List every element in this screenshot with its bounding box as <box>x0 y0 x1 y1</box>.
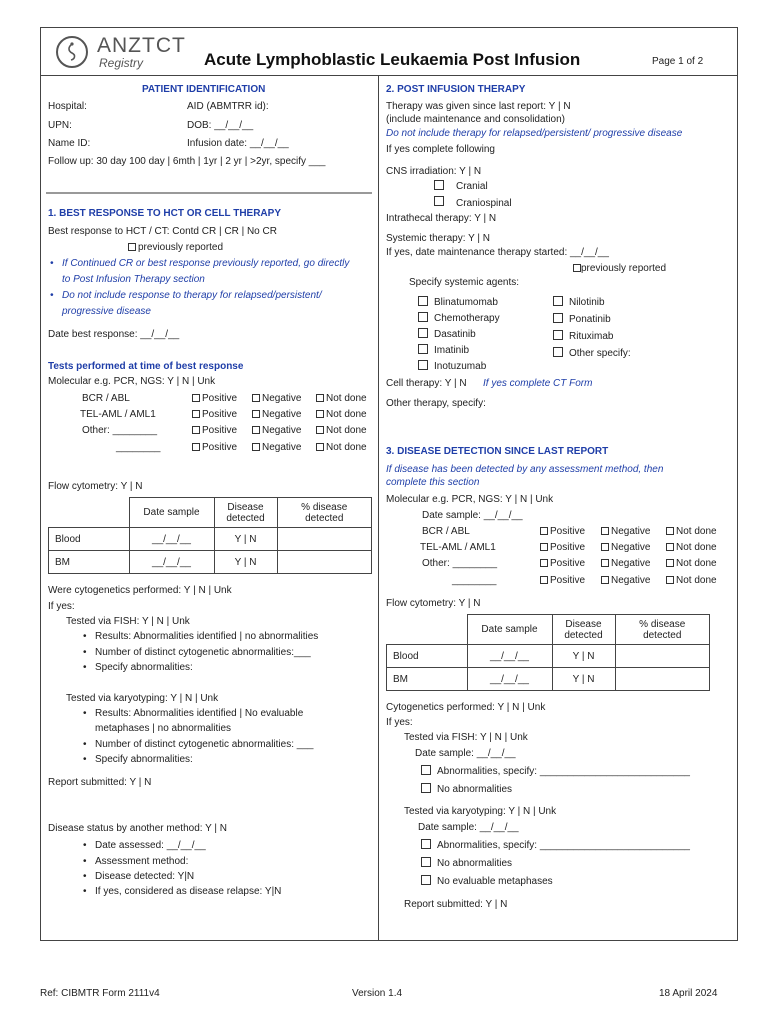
if-yes-complete: If yes complete following <box>386 144 495 155</box>
row-other: Other: ________ <box>82 425 158 436</box>
s3-if-yes: If yes: <box>386 717 413 728</box>
page-number: Page 1 of 2 <box>652 56 704 67</box>
other-method-label: Disease status by another method: Y | N <box>48 823 227 834</box>
ct-form-note: If yes complete CT Form <box>483 378 593 389</box>
s3-karyo-label: Tested via karyotyping: Y | N | Unk <box>404 806 557 817</box>
logo-main-text: ANZTCT <box>97 34 186 57</box>
table-row: BM __/__/__ Y | N <box>387 668 710 691</box>
other-therapy-label: Other therapy, specify: <box>386 398 486 409</box>
s3-row-bcr-abl: BCR / ABL <box>422 526 470 537</box>
date-assessed: • Date assessed: __/__/__ <box>95 840 206 851</box>
checkbox-icon[interactable] <box>553 296 563 306</box>
s3-fish-none: No abnormalities <box>437 784 513 795</box>
agent-dasatinib: Dasatinib <box>434 329 476 340</box>
s3-row-blank: ________ <box>452 575 497 586</box>
upn-label: UPN: <box>48 120 72 131</box>
checkbox-icon[interactable] <box>128 243 136 251</box>
note-exclude-2: progressive disease <box>62 306 151 317</box>
karyo-results: • Results: Abnormalities identified | No evaluable <box>95 708 303 719</box>
table-row: BM __/__/__ Y | N <box>49 551 372 574</box>
best-response-label: Best response to HCT / CT: Contd CR | CR | No CR <box>48 226 277 237</box>
molecular-label: Molecular e.g. PCR, NGS: Y | N | Unk <box>48 376 216 387</box>
col-percent-detected: % disease detected <box>277 498 372 528</box>
positive-option[interactable]: Positive <box>192 425 237 437</box>
s3-report-submitted: Report submitted: Y | N <box>404 899 508 910</box>
checkbox-icon[interactable] <box>418 328 428 338</box>
positive-option[interactable]: Positive <box>540 558 585 570</box>
logo-sub-text: Registry <box>99 56 144 70</box>
table-row: Blood __/__/__ Y | N <box>49 528 372 551</box>
agent-nilotinib: Nilotinib <box>569 297 605 308</box>
karyo-number: • Number of distinct cytogenetic abnormalities: ___ <box>95 739 313 750</box>
checkbox-icon[interactable] <box>418 296 428 306</box>
checkbox-icon[interactable] <box>553 330 563 340</box>
agent-inotuzumab: Inotuzumab <box>434 361 487 372</box>
s3-flow-table: Date sample Disease detected % disease detected Blood __/__/__ Y | N BM __/__/__ Y | N <box>386 614 710 691</box>
s3-row-tel-aml: TEL-AML / AML1 <box>420 542 496 553</box>
s3-note-2: complete this section <box>386 477 480 488</box>
cell-therapy-label: Cell therapy: Y | N <box>386 378 467 389</box>
karyo-specify: • Specify abnormalities: <box>95 754 193 765</box>
not-done-option[interactable]: Not done <box>666 558 717 570</box>
s3-flow-label: Flow cytometry: Y | N <box>386 598 481 609</box>
page-title: Acute Lymphoblastic Leukaemia Post Infusion <box>204 50 581 69</box>
include-note: (include maintenance and consolidation) <box>386 114 566 125</box>
negative-option[interactable]: Negative <box>252 425 301 437</box>
section2-heading: 2. POST INFUSION THERAPY <box>386 84 526 95</box>
specify-agents-label: Specify systemic agents: <box>409 277 520 288</box>
agent-blinatumomab: Blinatumomab <box>434 297 498 308</box>
karyo-results-2: metaphases | no abnormalities <box>95 723 232 734</box>
checkbox-icon[interactable] <box>421 839 431 849</box>
s3-cyto-label: Cytogenetics performed: Y | N | Unk <box>386 702 546 713</box>
checkbox-icon[interactable] <box>421 783 431 793</box>
section3-heading: 3. DISEASE DETECTION SINCE LAST REPORT <box>386 446 609 457</box>
negative-option[interactable]: Negative <box>252 409 301 421</box>
cyto-label: Were cytogenetics performed: Y | N | Unk <box>48 585 232 596</box>
fish-specify: • Specify abnormalities: <box>95 662 193 673</box>
report-submitted: Report submitted: Y | N <box>48 777 152 788</box>
checkbox-icon[interactable] <box>421 875 431 885</box>
not-done-option[interactable]: Not done <box>666 575 717 587</box>
row-bcr-abl: BCR / ABL <box>82 393 130 404</box>
not-done-option[interactable]: Not done <box>316 393 367 405</box>
s3-fish-date: Date sample: __/__/__ <box>415 748 516 759</box>
tests-heading: Tests performed at time of best response <box>48 361 244 372</box>
s3-molecular: Molecular e.g. PCR, NGS: Y | N | Unk <box>386 494 554 505</box>
intrathecal-label: Intrathecal therapy: Y | N <box>386 213 497 224</box>
s3-karyo-abn: Abnormalities, specify: ___________________________ <box>437 840 690 851</box>
footer-date: 18 April 2024 <box>659 988 718 999</box>
fish-number: • Number of distinct cytogenetic abnormalities:___ <box>95 647 311 658</box>
positive-option[interactable]: Positive <box>540 575 585 587</box>
s3-fish-abn: Abnormalities, specify: ___________________________ <box>437 766 690 777</box>
s3-date-sample: Date sample: __/__/__ <box>422 510 523 521</box>
s3-karyo-noeval: No evaluable metaphases <box>437 876 553 887</box>
agent-imatinib: Imatinib <box>434 345 470 356</box>
not-done-option[interactable]: Not done <box>316 409 367 421</box>
craniospinal-label: Craniospinal <box>456 198 512 209</box>
checkbox-icon[interactable] <box>418 344 428 354</box>
assessment-method: • Assessment method: <box>95 856 188 867</box>
negative-option[interactable]: Negative <box>601 526 650 538</box>
note-continued-cr: • If Continued CR or best response previously reported, go directly <box>62 258 349 269</box>
not-done-option[interactable]: Not done <box>316 442 367 454</box>
note-continued-cr-2: to Post Infusion Therapy section <box>62 274 205 285</box>
maint-date-label: If yes, date maintenance therapy started: __/__/__ <box>386 247 609 258</box>
fish-results: • Results: Abnormalities identified | no abnormalities <box>95 631 318 642</box>
negative-option[interactable]: Negative <box>252 442 301 454</box>
hospital-label: Hospital: <box>48 101 87 112</box>
karyo-label: Tested via karyotyping: Y | N | Unk <box>66 693 219 704</box>
dob-label: DOB: __/__/__ <box>187 120 254 131</box>
checkbox-icon[interactable] <box>553 313 563 323</box>
column-divider <box>378 75 379 941</box>
flow-label: Flow cytometry: Y | N <box>48 481 143 492</box>
col-date-sample: Date sample <box>129 498 214 528</box>
s3-note: If disease has been detected by any assessment method, then <box>386 464 664 475</box>
table-row: Blood __/__/__ Y | N <box>387 645 710 668</box>
note-exclude: • Do not include response to therapy for relapsed/persistent/ <box>62 290 322 301</box>
section-divider <box>46 192 372 194</box>
positive-option[interactable]: Positive <box>540 526 585 538</box>
previously-reported-option[interactable]: previously reported <box>128 242 223 254</box>
agent-ponatinib: Ponatinib <box>569 314 611 325</box>
not-done-option[interactable]: Not done <box>316 425 367 437</box>
s3-karyo-none: No abnormalities <box>437 858 513 869</box>
s3-karyo-date: Date sample: __/__/__ <box>418 822 519 833</box>
checkbox-icon[interactable] <box>553 347 563 357</box>
therapy-given: Therapy was given since last report: Y | N <box>386 101 571 112</box>
patient-heading: PATIENT IDENTIFICATION <box>142 84 266 95</box>
cns-label: CNS irradiation: Y | N <box>386 166 482 177</box>
agent-rituximab: Rituximab <box>569 331 614 342</box>
col-disease-detected: Disease detected <box>214 498 277 528</box>
positive-option[interactable]: Positive <box>192 442 237 454</box>
follow-up-label: Follow up: 30 day 100 day | 6mth | 1yr | 2 yr | >2yr, specify ___ <box>48 156 326 167</box>
anztct-logo-icon <box>56 36 88 68</box>
footer-version: Version 1.4 <box>352 988 403 999</box>
cranial-label: Cranial <box>456 181 488 192</box>
flow-table <box>48 497 372 574</box>
positive-option[interactable]: Positive <box>192 393 237 405</box>
not-done-option[interactable]: Not done <box>666 526 717 538</box>
agent-chemotherapy: Chemotherapy <box>434 313 500 324</box>
s3-fish-label: Tested via FISH: Y | N | Unk <box>404 732 528 743</box>
considered-relapse: • If yes, considered as disease relapse: Y|N <box>95 886 281 897</box>
positive-option[interactable]: Positive <box>540 542 585 554</box>
negative-option[interactable]: Negative <box>601 558 650 570</box>
exclude-note: Do not include therapy for relapsed/persistent/ progressive disease <box>386 128 683 139</box>
previously-reported-option[interactable]: previously reported <box>573 263 666 275</box>
negative-option[interactable]: Negative <box>601 542 650 554</box>
row-tel-aml: TEL-AML / AML1 <box>80 409 156 420</box>
checkbox-icon[interactable] <box>421 857 431 867</box>
row-blank: ________ <box>116 442 161 453</box>
date-best-response: Date best response: __/__/__ <box>48 329 180 340</box>
checkbox-icon[interactable] <box>434 180 444 190</box>
checkbox-icon[interactable] <box>418 360 428 370</box>
header-divider <box>40 75 738 76</box>
disease-detected: • Disease detected: Y|N <box>95 871 194 882</box>
if-yes-label: If yes: <box>48 601 75 612</box>
checkbox-icon[interactable] <box>418 312 428 322</box>
section1-heading: 1. BEST RESPONSE TO HCT OR CELL THERAPY <box>48 208 281 219</box>
fish-label: Tested via FISH: Y | N | Unk <box>66 616 190 627</box>
positive-option[interactable]: Positive <box>192 409 237 421</box>
negative-option[interactable]: Negative <box>601 575 650 587</box>
infusion-date-label: Infusion date: __/__/__ <box>187 138 289 149</box>
name-id-label: Name ID: <box>48 138 91 149</box>
not-done-option[interactable]: Not done <box>666 542 717 554</box>
s3-row-other: Other: ________ <box>422 558 498 569</box>
agent-other: Other specify: <box>569 348 631 359</box>
checkbox-icon[interactable] <box>421 765 431 775</box>
footer-ref: Ref: CIBMTR Form 2111v4 <box>40 988 160 999</box>
aid-label: AID (ABMTRR id): <box>187 101 269 112</box>
negative-option[interactable]: Negative <box>252 393 301 405</box>
systemic-label: Systemic therapy: Y | N <box>386 233 490 244</box>
checkbox-icon[interactable] <box>434 196 444 206</box>
